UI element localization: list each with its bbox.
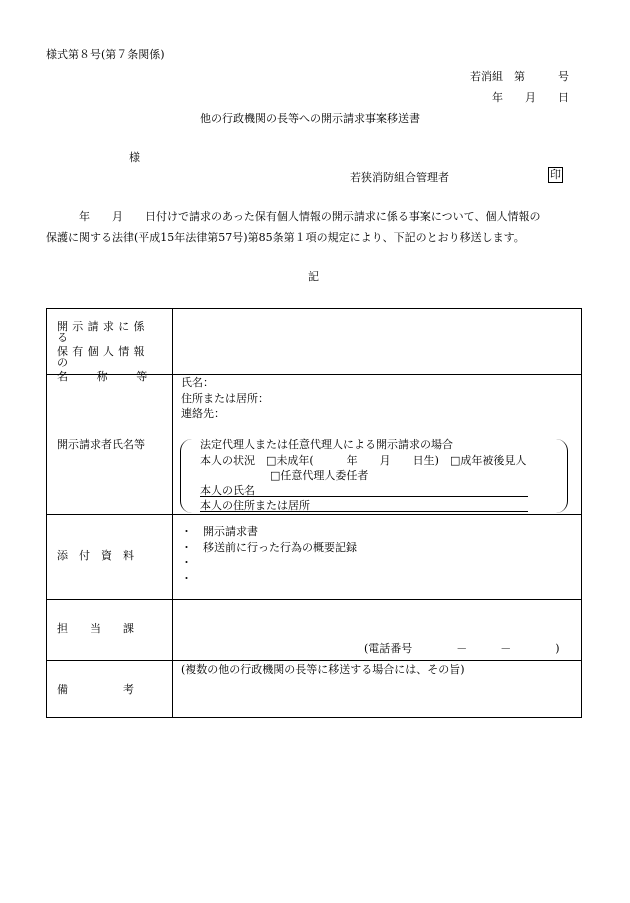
requester-address-field: 住所または居所： [181, 392, 269, 405]
attachment-item: ・ [181, 556, 192, 569]
addressee-suffix: 様 [129, 151, 140, 164]
row1-label [57, 321, 162, 382]
principal-status: 本人の状況 □未成年( 年 月 日生) □成年被後見人 [200, 454, 527, 467]
row-divider [47, 599, 581, 600]
body-line-1: 年 月 日付けで請求のあった保有個人情報の開示請求に係る事案について、個人情報の [46, 210, 541, 223]
row1-label-line [57, 321, 162, 343]
principal-name-line [200, 485, 528, 497]
ki-heading: 記 [308, 270, 319, 283]
seal-stamp: 印 [550, 168, 561, 181]
principal-status-2: □任意代理人委任者 [270, 469, 369, 482]
remarks-note: (複数の他の行政機関の長等に移送する場合には、その旨) [181, 663, 465, 676]
row1-label-line [57, 346, 162, 368]
document-number: 若消組 第 号 [470, 70, 569, 83]
row-divider [47, 514, 581, 515]
attachment-item: ・ 開示請求書 [181, 525, 258, 538]
phone-number-field: (電話番号 － － ) [364, 642, 560, 655]
row4-label: 担 当 課 [57, 622, 134, 635]
page-title: 他の行政機関の長等への開示請求事案移送書 [200, 112, 420, 125]
principal-address-line [200, 500, 528, 512]
body-line-2: 保護に関する法律(平成15年法律第57号)第85条第１項の規定により、下記のとおり移送します。 [46, 231, 525, 244]
table-column-divider [172, 309, 173, 717]
row5-label: 備 考 [57, 683, 134, 696]
row1-label-line [57, 371, 162, 382]
row-divider [47, 660, 581, 661]
form-number: 様式第８号(第７条関係) [46, 48, 165, 61]
principal-name-label: 本人の氏名 [200, 485, 528, 497]
transfer-table [46, 308, 582, 718]
attachment-item: ・ 移送前に行った行為の概要記録 [181, 541, 357, 554]
attachment-item: ・ [181, 572, 192, 585]
proxy-title: 法定代理人または任意代理人による開示請求の場合 [200, 438, 453, 451]
requester-name-field: 氏名： [181, 376, 214, 389]
document-date: 年 月 日 [492, 91, 569, 104]
row3-label: 添 付 資 料 [57, 549, 134, 562]
row1-label-text: 保有個人情報の [57, 345, 149, 369]
row2-label: 開示請求者氏名等 [57, 438, 145, 451]
requester-contact-field: 連絡先： [181, 407, 225, 420]
principal-address-label: 本人の住所または居所 [200, 500, 528, 512]
sender-name: 若狭消防組合管理者 [350, 171, 449, 184]
row1-label-text: 名 称 等 [57, 370, 150, 383]
row1-label-text: 開示請求に係る [57, 320, 149, 344]
